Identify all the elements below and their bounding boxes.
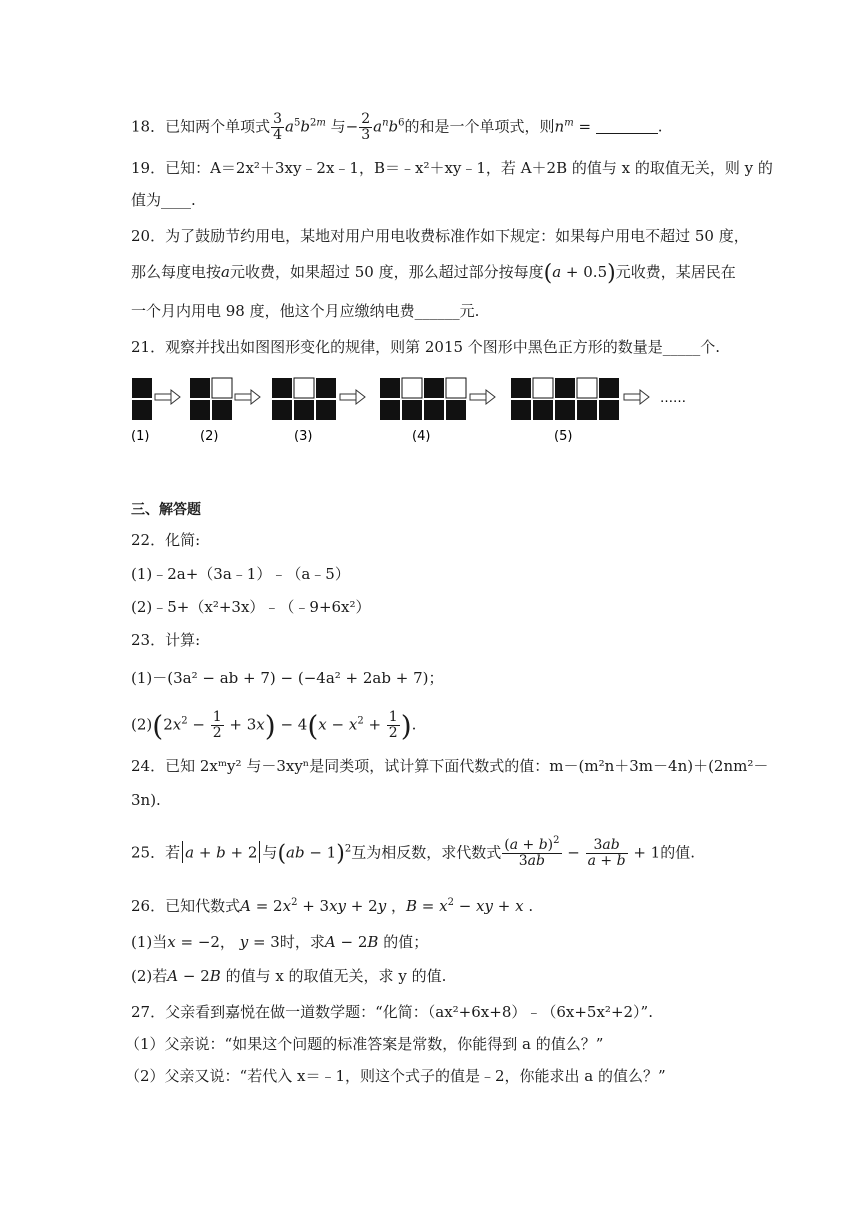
- question-19-line-2: 值为____.: [131, 191, 196, 209]
- figure-3: [272, 378, 336, 420]
- figure-label-2: (2): [200, 429, 219, 444]
- question-23-title: 23．计算:: [131, 631, 201, 649]
- question-27: 27．父亲看到嘉悦在做一道数学题：“化简：（ax²+6x+8）﹣（6x+5x²+2）”.: [131, 1003, 653, 1021]
- question-23-part-1: (1)－(3a² − ab + 7) − (−4a² + 2ab + 7)；: [131, 669, 444, 687]
- figure-2: [190, 378, 232, 420]
- question-22-part-1: (1)﹣2a+（3a﹣1）﹣（a﹣5）: [131, 565, 350, 583]
- figure-4: [380, 378, 466, 420]
- question-20-line-3: 一个月内用电 98 度，他这个月应缴纳电费______元.: [131, 302, 480, 320]
- question-26: 26．已知代数式$A = 2x^2 + 3xy + 2y$ ，$B = x^2$ − xy + x .: [131, 897, 534, 915]
- question-18: 18．已知两个单项式 $\frac{3}{4}$ $a^5b^{2m}$ 与− $\frac{2}{3}$ $a^nb^6$的和是一个单项式，则$n^m$ = .: [131, 111, 663, 143]
- figure-label-5: (5): [554, 429, 573, 444]
- question-25: 25．若 a + b + 2 与(ab − 1)$^2$互为相反数，求代数式 $\frac{(a + b)^2}{3ab}$ − $\frac{3ab}{a + b}$ + 1的值.: [131, 835, 696, 869]
- question-22-part-2: (2)﹣5+（x²+3x）﹣（﹣9+6x²）: [131, 598, 371, 616]
- question-19-line-1: 19．已知：A＝2x²＋3xy﹣2x﹣1，B＝﹣x²＋xy﹣1，若 A＋2B 的值与 x 的取值无关，则 y 的: [131, 159, 773, 177]
- question-23-part-2: $(2)(2x^2$ − $\frac{1}{2}$ + $3x) - 4(x - x^2$ + $\frac{1}{2}$ ).: [131, 709, 417, 743]
- arrow-right-icon: [235, 390, 260, 404]
- figure-1: [132, 378, 152, 420]
- question-22-title: 22．化简:: [131, 531, 201, 549]
- question-24-line-2: 3n).: [131, 791, 161, 809]
- arrow-right-icon: [624, 390, 649, 404]
- arrow-right-icon: [155, 390, 180, 404]
- ellipsis: ……: [660, 391, 686, 406]
- question-21: 21．观察并找出如图图形变化的规律，则第 2015 个图形中黑色正方形的数量是_____个.: [131, 338, 721, 356]
- question-26-part-1: (1)当x = −2， y = 3时，求A − 2B 的值；: [131, 933, 429, 951]
- figure-5: [511, 378, 619, 420]
- arrow-right-icon: [340, 390, 365, 404]
- question-26-part-2: (2)若A − 2B 的值与 x 的取值无关，求 y 的值.: [131, 967, 447, 985]
- question-27-part-2: （2）父亲又说：“若代入 x＝﹣1，则这个式子的值是﹣2，你能求出 a 的值么？”: [125, 1067, 666, 1085]
- figure-label-3: (3): [294, 429, 313, 444]
- answer-blank: [596, 119, 658, 134]
- section-heading: 三、解答题: [131, 502, 201, 518]
- question-20-line-2: 那么每度电按a元收费，如果超过 50 度，那么超过部分按每度(a + 0.5)元收费，某居民在: [131, 261, 736, 286]
- figure-label-1: (1): [131, 429, 150, 444]
- fraction-three-quarters: $\frac{3}{4}$: [273, 111, 283, 143]
- question-20-line-1: 20．为了鼓励节约用电，某地对用户用电收费标准作如下规定：如果每户用电不超过 50 度，: [131, 227, 749, 245]
- pattern-figure: [128, 372, 708, 447]
- fraction-two-thirds: $\frac{2}{3}$: [361, 111, 371, 143]
- figure-label-4: (4): [412, 429, 431, 444]
- question-27-part-1: （1）父亲说：“如果这个问题的标准答案是常数，你能得到 a 的值么？”: [125, 1035, 604, 1053]
- question-24-line-1: 24．已知 2xᵐy² 与－3xyⁿ是同类项，试计算下面代数式的值：m－(m²n＋3m－4n)＋(2nm²－: [131, 757, 769, 775]
- arrow-right-icon: [470, 390, 495, 404]
